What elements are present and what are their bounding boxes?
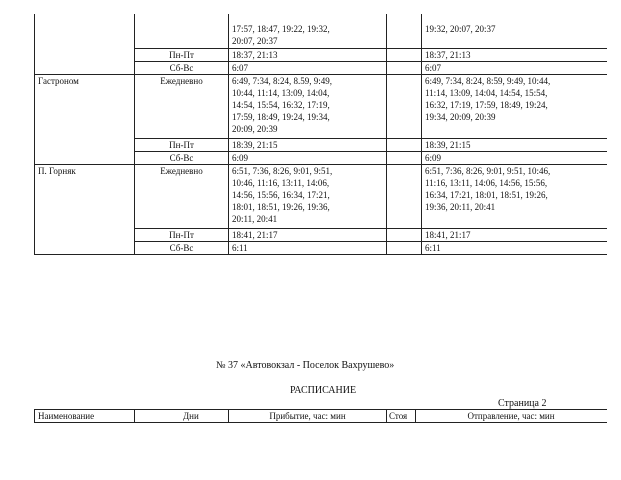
col-divider (228, 14, 229, 254)
weekend-departure-times: 6:11 (425, 243, 441, 253)
header-stop: Стоя (389, 411, 408, 421)
header-days: Дни (183, 411, 199, 421)
weekday-arrival-times: 18:41, 21:17 (232, 230, 278, 240)
weekend-arrival-times: 6:07 (232, 63, 249, 73)
header-name: Наименование (38, 411, 95, 421)
weekday-arrival-times: 18:39, 21:15 (232, 140, 278, 150)
days-label-daily: Ежедневно (160, 166, 203, 176)
days-label-weekend: Сб-Вс (169, 243, 194, 253)
weekday-departure-times: 18:39, 21:15 (425, 140, 471, 150)
col-divider (34, 409, 35, 423)
daily-arrival-times: 6:49, 7:34, 8:24, 8.59, 9:49, 10:44, 11:14, 13:09, 14:04, 14:54, 15:54, 16:32, 17:19, 17:59, 18:49, 19:24, 19:34, 20:09, 20:39 (232, 76, 333, 134)
col-divider (134, 409, 135, 423)
table-border-bottom (34, 254, 607, 255)
days-label-weekdays: Пн-Пт (169, 50, 194, 60)
header-departure: Отправление, час: мин (467, 411, 555, 421)
daily-arrival-times: 6:51, 7:36, 8:26, 9:01, 9:51, 10:46, 11:16, 13:11, 14:06, 14:56, 15:56, 16:34, 17:21, 18:01, 18:51, 19:26, 19:36, 20:11, 20:41 (232, 166, 333, 224)
header-arrival: Прибытие, час: мин (269, 411, 346, 421)
col-divider (421, 14, 422, 254)
weekday-departure-times: 18:37, 21:13 (425, 50, 471, 60)
stop-name: П. Горняк (38, 166, 76, 176)
col-divider (386, 14, 387, 254)
col-divider (386, 409, 387, 423)
days-label-weekend: Сб-Вс (169, 153, 194, 163)
daily-departure-times: 19:32, 20:07, 20:37 (425, 24, 496, 34)
schedule-heading: РАСПИСАНИЕ (290, 385, 357, 396)
daily-departure-times: 6:51, 7:36, 8:26, 9:01, 9:51, 10:46, 11:16, 13:11, 14:06, 14:56, 15:56, 16:34, 17:21, 18:01, 18:51, 19:26, 19:36, 20:11, 20:41 (425, 166, 551, 212)
route-title: № 37 «Автовокзал - Поселок Вахрушево» (216, 360, 395, 371)
weekend-departure-times: 6:09 (425, 153, 442, 163)
days-label-daily: Ежедневно (160, 76, 203, 86)
weekend-arrival-times: 6:09 (232, 153, 249, 163)
weekend-arrival-times: 6:11 (232, 243, 248, 253)
weekday-departure-times: 18:41, 21:17 (425, 230, 471, 240)
days-label-weekdays: Пн-Пт (169, 230, 194, 240)
header-border-bottom (34, 422, 607, 423)
daily-arrival-times: 17:57, 18:47, 19:22, 19:32, 20:07, 20:37 (232, 24, 330, 46)
weekend-departure-times: 6:07 (425, 63, 442, 73)
days-label-weekend: Сб-Вс (169, 63, 194, 73)
page-number: Страница 2 (498, 398, 547, 409)
days-label-weekdays: Пн-Пт (169, 140, 194, 150)
table-border-left (34, 14, 35, 254)
weekday-arrival-times: 18:37, 21:13 (232, 50, 278, 60)
daily-departure-times: 6:49, 7:34, 8:24, 8:59, 9:49, 10:44, 11:14, 13:09, 14:04, 14:54, 15:54, 16:32, 17:19, 17:59, 18:49, 19:24, 19:34, 20:09, 20:39 (425, 76, 551, 122)
stop-name: Гастроном (38, 76, 79, 86)
